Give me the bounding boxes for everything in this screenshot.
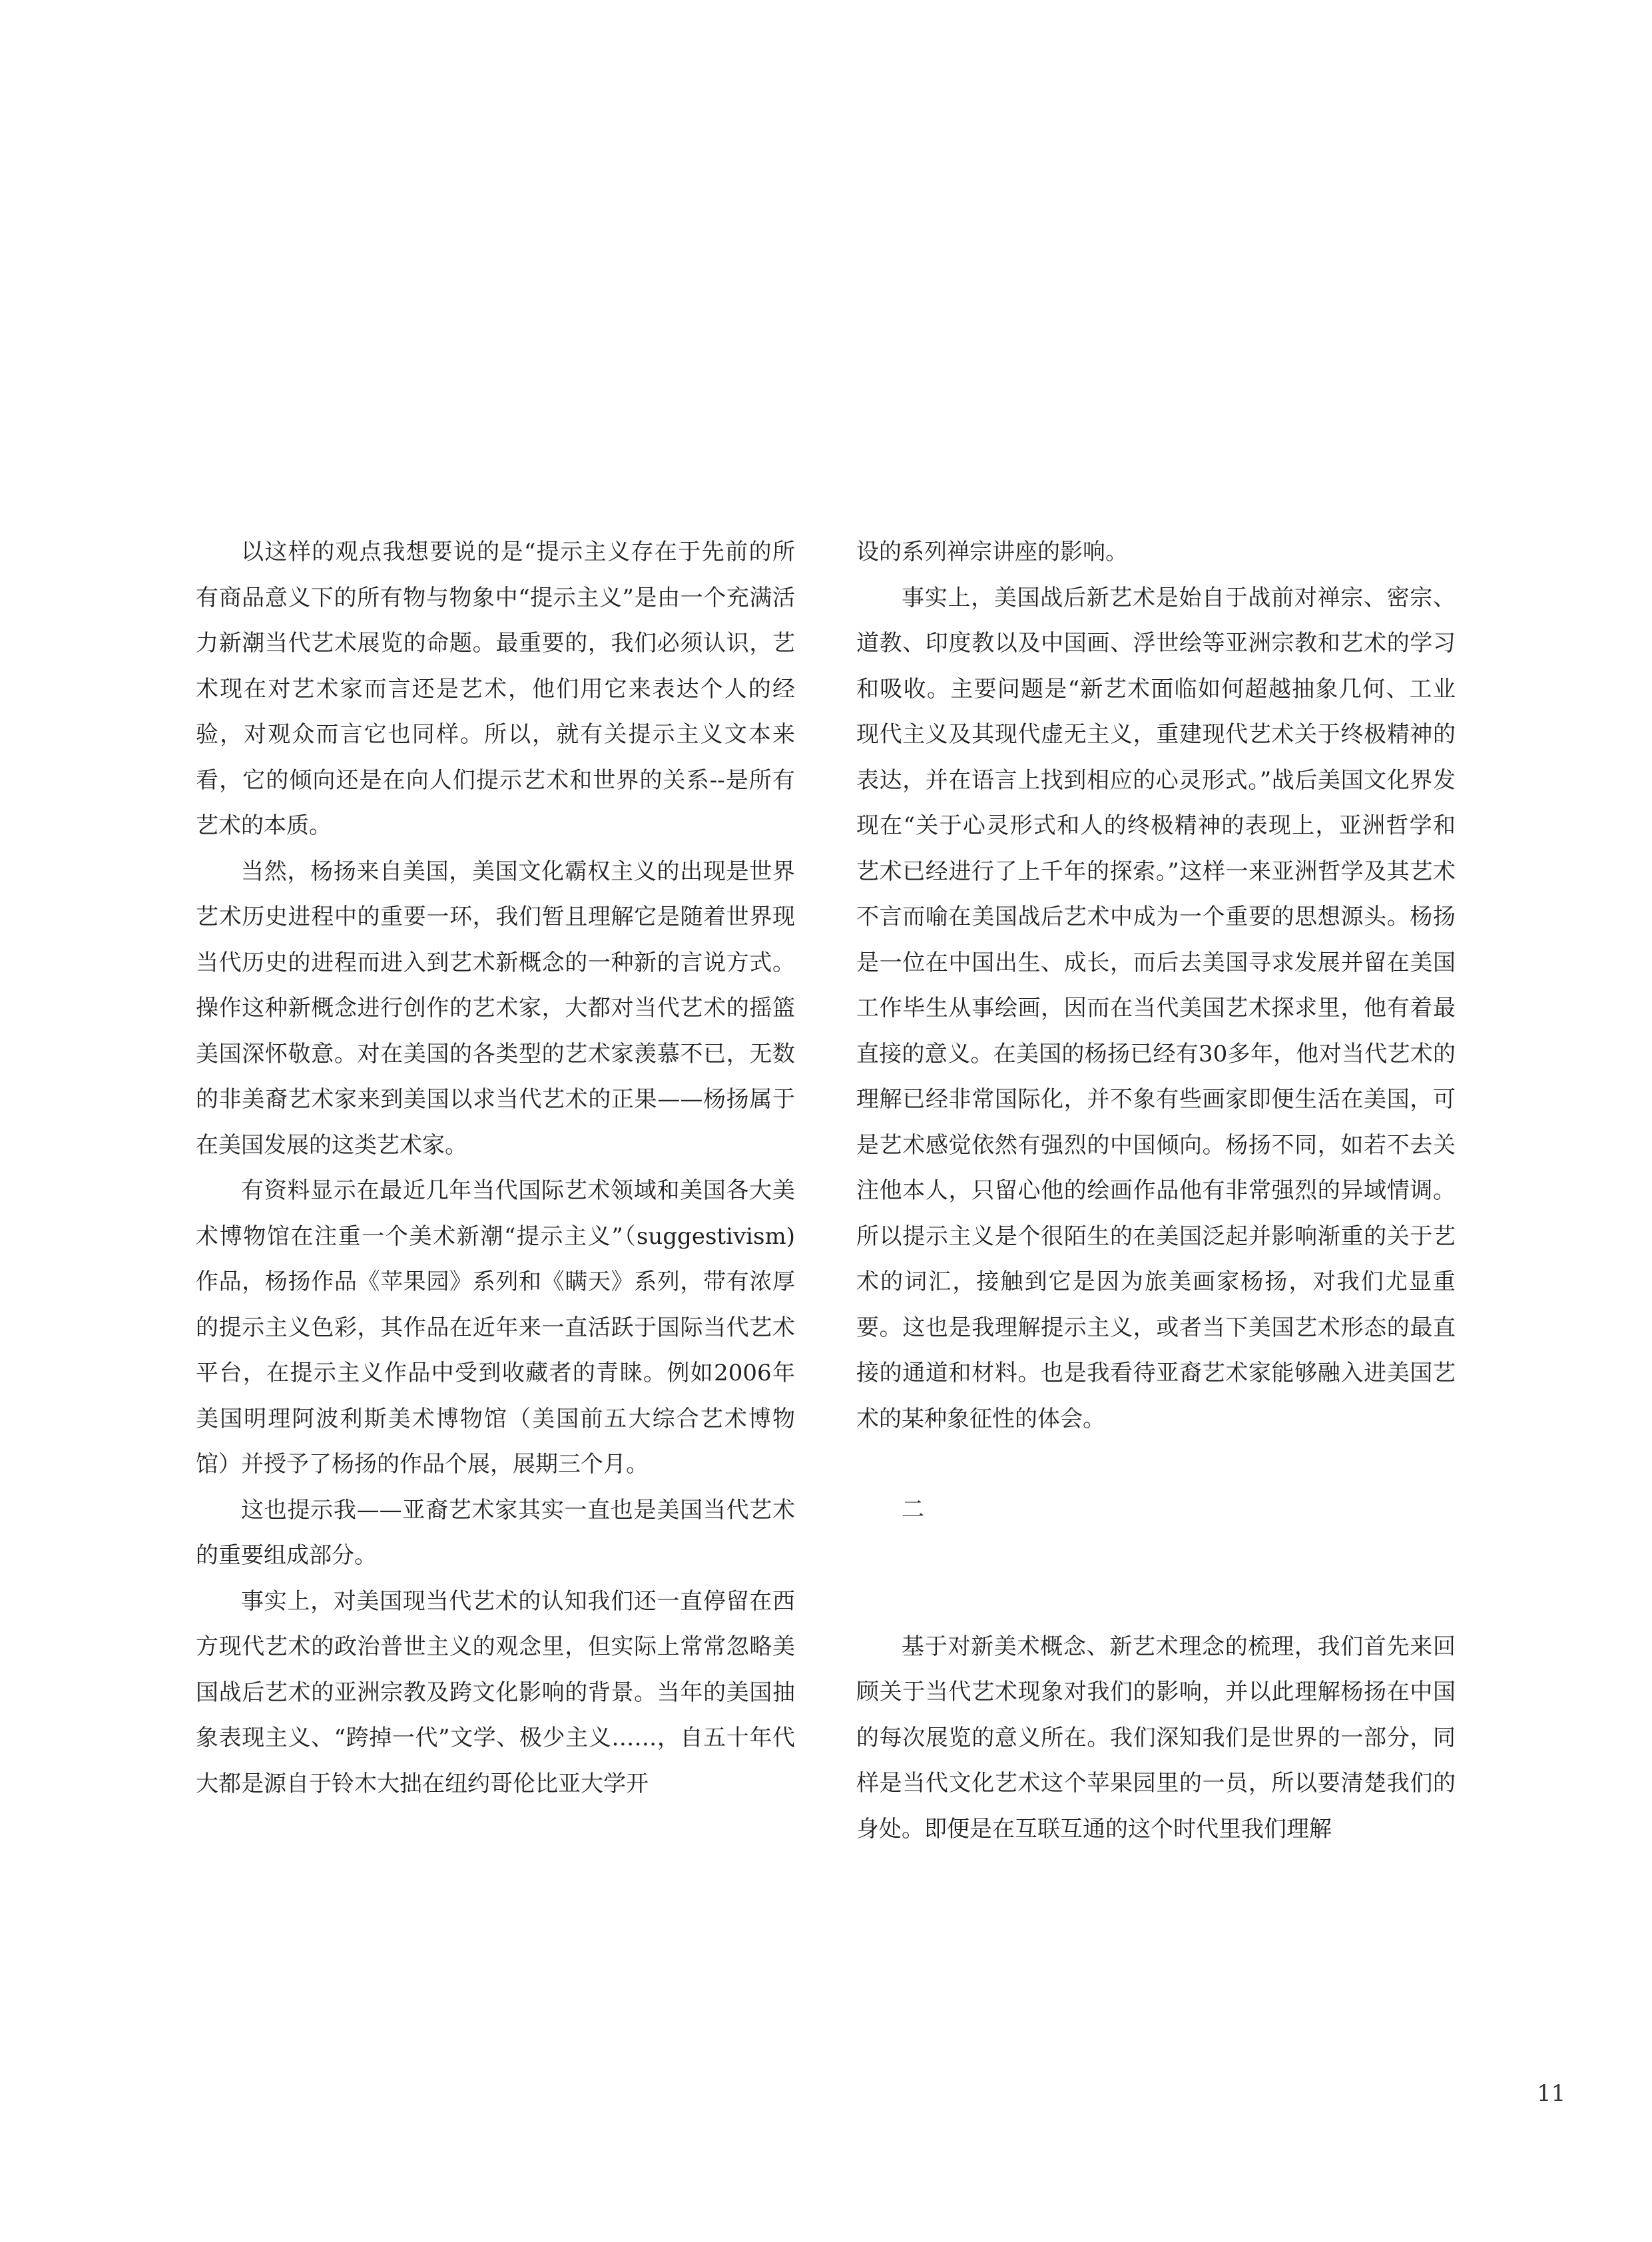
right-column (856, 529, 1456, 1852)
paragraph-1: 以这样的观点我想要说的是“提示主义存在于先前的所有商品意义下的所有物与物象中“提示主义”是由一个充满活力新潮当代艺术展览的命题。最重要的，我们必须认识，艺术现在对艺术家而言还是艺术，他们用它来表达个人的经验，对观众而言它也同样。所以，就有关提示主义文本来看，它的倾向还是在向人们提示艺术和世界的关系--是所有艺术的本质。 (196, 539, 795, 839)
section-number: 二 (902, 1496, 924, 1523)
paragraph-5: 事实上，对美国现当代艺术的认知我们还一直停留在西方现代艺术的政治普世主义的观念里，但实际上常常忽略美国战后艺术的亚洲宗教及跨文化影响的背景。当年的美国抽象表现主义、“跨掉一代”文学、极少主义……，自五十年代大都是源自于铃木大拙在纽约哥伦比亚大学开 (196, 1587, 795, 1797)
paragraph-6: 事实上，美国战后新艺术是始自于战前对禅宗、密宗、道教、印度教以及中国画、浮世绘等亚洲宗教和艺术的学习和吸收。主要问题是“新艺术面临如何超越抽象几何、工业现代主义及其现代虚无主义，重建现代艺术关于终极精神的表达，并在语言上找到相应的心灵形式。”战后美国文化界发现在“关于心灵形式和人的终极精神的表现上，亚洲哲学和艺术已经进行了上千年的探索。”这样一来亚洲哲学及其艺术不言而喻在美国战后艺术中成为一个重要的思想源头。杨扬是一位在中国出生、成长，而后去美国寻求发展并留在美国工作毕生从事绘画，因而在当代美国艺术探求里，他有着最直接的意义。在美国的杨扬已经有30多年，他对当代艺术的理解已经非常国际化，并不象有些画家即便生活在美国，可是艺术感觉依然有强烈的中国倾向。杨扬不同，如若不去关注他本人，只留心他的绘画作品他有非常强烈的异域情调。所以提示主义是个很陌生的在美国泛起并影响渐重的关于艺术的词汇，接触到它是因为旅美画家杨扬，对我们尤显重要。这也是我理解提示主义，或者当下美国艺术形态的最直接的通道和材料。也是我看待亚裔艺术家能够融入进美国艺术的某种象征性的体会。 (856, 584, 1456, 1432)
paragraph-3: 有资料显示在最近几年当代国际艺术领域和美国各大美术博物馆在注重一个美术新潮“提示主义”（suggestivism)作品，杨扬作品《苹果园》系列和《瞒天》系列，带有浓厚的提示主义色彩，其作品在近年来一直活跃于国际当代艺术平台，在提示主义作品中受到收藏者的青睐。例如2006年美国明理阿波利斯美术博物馆（美国前五大综合艺术博物馆）并授予了杨扬的作品个展，展期三个月。 (196, 1177, 795, 1478)
paragraph-2: 当然，杨扬来自美国，美国文化霸权主义的出现是世界艺术历史进程中的重要一环，我们暂且理解它是随着世界现当代历史的进程而进入到艺术新概念的一种新的言说方式。操作这种新概念进行创作的艺术家，大都对当代艺术的摇篮美国深怀敬意。对在美国的各类型的艺术家羡慕不已，无数的非美裔艺术家来到美国以求当代艺术的正果——杨扬属于在美国发展的这类艺术家。 (196, 858, 795, 1159)
paragraph-5-continued: 设的系列禅宗讲座的影响。 (856, 539, 1128, 565)
paragraph-7: 基于对新美术概念、新艺术理念的梳理，我们首先来回顾关于当代艺术现象对我们的影响，并以此理解杨扬在中国的每次展览的意义所在。我们深知我们是世界的一部分，同样是当代文化艺术这个苹果园里的一员，所以要清楚我们的身处。即便是在互联互通的这个时代里我们理解 (856, 1633, 1456, 1842)
paragraph-4: 这也提示我——亚裔艺术家其实一直也是美国当代艺术的重要组成部分。 (196, 1496, 795, 1569)
left-column (196, 529, 795, 1807)
page-number: 11 (1537, 2080, 1566, 2107)
